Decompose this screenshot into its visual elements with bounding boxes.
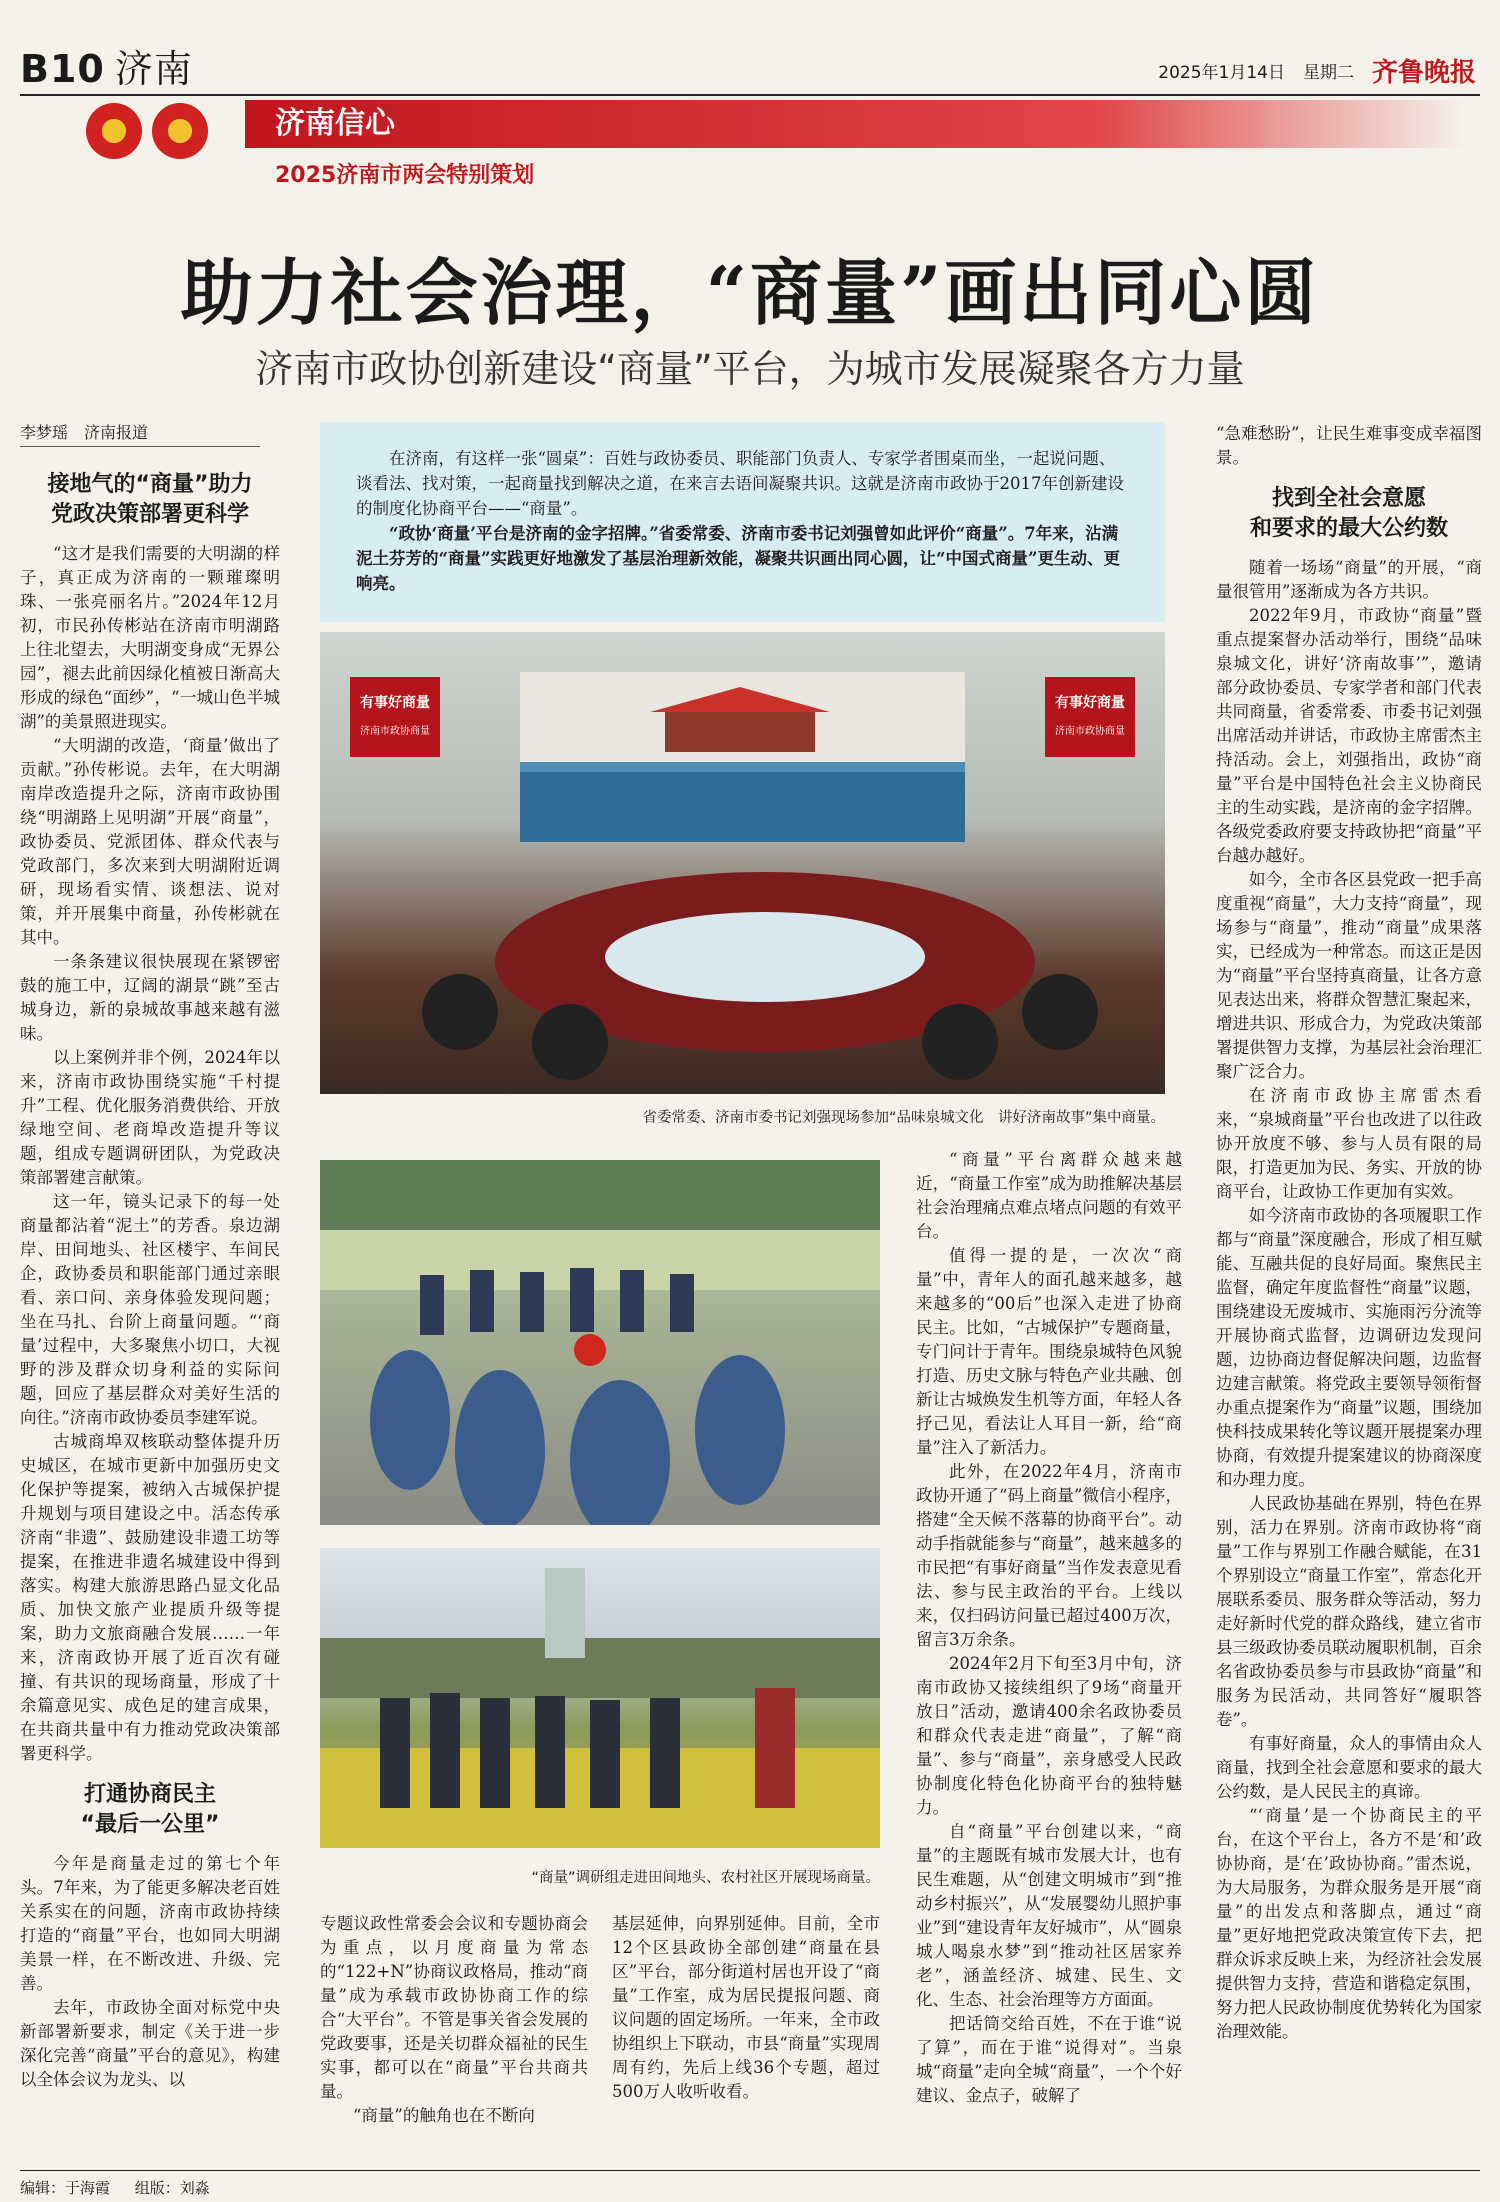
column-3 [612, 1912, 880, 2104]
paragraph: 在济南市政协主席雷杰看来，“泉城商量”平台也改进了以往政协开放度不够、参与人员有限的局限，打造更加为民、务实、开放的协商平台，让政协工作更加有实效。 [1216, 1086, 1482, 1201]
section-banner: 济南信心 [245, 100, 1465, 148]
roundtable-meeting-image [320, 632, 1165, 1094]
screen-subtitle-left: 济南市政协商量 [360, 726, 430, 737]
paragraph: 此外，在2022年4月，济南市政协开通了“码上商量”微信小程序，搭建“全天候不落幕的协商平台”。动动手指就能参与“商量”，越来越多的市民把“有事好商量”当作发表意见看法、参与民主政治的平台。上线以来，仅扫码访问量已超过400万次，留言3万余条。 [916, 1462, 1182, 1649]
section-title: 找到全社会意愿 和要求的最大公约数 [1249, 486, 1448, 541]
column-4 [916, 1148, 1182, 2108]
paragraph: 今年是商量走过的第七个年头。7年来，为了能更多解决老百姓关系实在的问题，济南市政协持续打造的“商量”平台，也如同大明湖美景一样，在不断改进、升级、完善。 [20, 1854, 280, 1993]
paragraph: 专题议政性常委会会议和专题协商会为重点，以月度商量为常态的“122+N”协商议政格局，推动“商量”成为承载市政协协商工作的综合“大平台”。不管是事关省会发展的党政要事，还是关切群众福祉的民生实事，都可以在“商量”平台共商共量。 [320, 1914, 588, 2101]
photo-caption: “商量”调研组走进田间地头、农村社区开展现场商量。 [531, 1870, 880, 1886]
editor-credit: 编辑：于海霞 [20, 2179, 111, 2197]
headline: 助力社会治理，“商量”画出同心圆 [180, 250, 1320, 335]
intro-paragraph: “政协‘商量’平台是济南的金字招牌。”省委常委、济南市委书记刘强曾如此评价“商量”。7年来，沾满泥土芬芳的“商量”实践更好地激发了基层治理新效能，凝聚共识画出同心圆，让“中国式商量”更生动、更响亮。 [356, 524, 1120, 593]
paragraph: 2024年2月下旬至3月中旬，济南市政协又接续组织了9场“商量开放日”活动，邀请400余名政协委员和群众代表走进“商量”，了解“商量”、参与“商量”，亲身感受人民政协制度化特色化协商平台的独特魅力。 [916, 1654, 1182, 1817]
paragraph: 如今济南市政协的各项履职工作都与“商量”深度融合，形成了相互赋能、互融共促的良好局面。聚焦民主监督，确定年度监督性“商量”议题，围绕建设无废城市、实施雨污分流等开展协商式监督，边调研边发现问题，边协商边督促解决问题，边监督边建言献策。将党政主要领导领衔督办重点提案作为“商量”议题，围绕加快科技成果转化等议题开展提案办理协商，有效提升提案建议的协商深度和办理力度。 [1216, 1206, 1482, 1489]
paragraph: 一条条建议很快展现在紧锣密鼓的施工中，辽阔的湖景“跳”至古城身边，新的泉城故事越来越有滋味。 [20, 952, 280, 1043]
photo-caption: 省委常委、济南市委书记刘强现场参加“品味泉城文化 讲好济南故事”集中商量。 [642, 1110, 1165, 1126]
paragraph: 把话筒交给百姓，不在于谁“说了算”，而在于谁“说得对”。当泉城“商量”走向全城“商量”，一个个好建议、金点子，破解了 [916, 2014, 1182, 2105]
paragraph: 这一年，镜头记录下的每一处商量都沾着“泥土”的芳香。泉边湖岸、田间地头、社区楼宇、车间民企，政协委员和职能部门通过亲眼看、亲口问、亲身体验发现问题；坐在马扎、台阶上商量问题。“‘商量’过程中，大多聚焦小切口，大视野的涉及群众切身利益的实际问题，回应了基层群众对美好生活的向往。”济南市政协委员李建军说。 [20, 1192, 280, 1427]
screen-title-left: 有事好商量 [360, 695, 430, 711]
section-title: 打通协商民主 “最后一公里” [80, 1782, 220, 1837]
paragraph: 值得一提的是，一次次“商量”中，青年人的面孔越来越多，越来越多的“00后”也深入走进了协商民主。比如，“古城保护”专题商量，专门问计于青年。围绕泉城特色风貌打造、历史文脉与特色产业共融、创新让古城焕发生机等方面，年轻人各抒己见，看法让人耳目一新，给“商量”注入了新活力。 [916, 1246, 1182, 1457]
section-title: 接地气的“商量”助力 党政决策部署更科学 [47, 472, 253, 527]
header-rule [20, 94, 1480, 96]
paragraph: “大明湖的改造，‘商量’做出了贡献。”孙传彬说。去年，在大明湖南岸改造提升之际，济南市政协围绕“明湖路上见明湖”开展“商量”，政协委员、党派团体、群众代表与党政部门，多次来到大明湖附近调研，现场看实情、谈想法、说对策，并开展集中商量，孙传彬就在其中。 [20, 736, 280, 947]
paragraph: 古城商埠双核联动整体提升历史城区，在城市更新中加强历史文化保护等提案，被纳入古城保护提升规划与项目建设之中。活态传承济南“非遗”、鼓励建设非遗工坊等提案，在推进非遗名城建设中得到落实。构建大旅游思路凸显文化品质、加快文旅产业提质升级等提案，助力文旅商融合发展……一年来，济南政协开展了近百次有碰撞、有共识的现场商量，形成了十余篇意见实、成色足的建言成果，在共商共量中有力推动党政决策部署更科学。 [20, 1432, 280, 1763]
masthead-right [1158, 52, 1476, 89]
column-1 [20, 456, 280, 2092]
paragraph: 去年，市政协全面对标党中央新部署新要求，制定《关于进一步深化完善“商量”平台的意见》，构建以全体会议为龙头、以 [20, 1998, 280, 2089]
paragraph: 以上案例并非个例，2024年以来，济南市政协围绕实施“千村提升”工程、优化服务消费供给、开放绿地空间、老商埠改造提升等议题，组成专题调研团队，为党政决策部署建言献策。 [20, 1048, 280, 1187]
section-subtitle: 2025济南市两会特别策划 [275, 163, 535, 188]
layout-credit: 组版：刘淼 [134, 2179, 210, 2197]
paragraph: 如今，全市各区县党政一把手高度重视“商量”，大力支持“商量”，现场参与“商量”，推动“商量”成果落实，已经成为一种常态。而这正是因为“商量”平台坚持真商量，让各方意见表达出来，将群众智慧汇聚起来，增进共识、形成合力，为党政决策部署提供智力支撑，为基层社会治理汇聚广泛合力。 [1216, 870, 1482, 1081]
courtyard-photo [320, 1160, 880, 1525]
column-5 [1216, 422, 1482, 2044]
footer [20, 2170, 1480, 2198]
screen-subtitle-right: 济南市政协商量 [1055, 726, 1125, 737]
paragraph: “急难愁盼”，让民生难事变成幸福图景。 [1216, 424, 1482, 467]
paragraph: “‘商量’是一个协商民主的平台，在这个平台上，各方不是‘和’政协协商，是‘在’政协协商。”雷杰说，为大局服务，为群众服务是开展“商量”的出发点和落脚点，通过“商量”更好地把党政决策宣传下去，把群众诉求反映上来，为经济社会发展提供智力支持，营造和谐稳定氛围，努力把人民政协制度优势转化为国家治理效能。 [1216, 1806, 1482, 2041]
paragraph: “商量”的触角也在不断向 [353, 2106, 535, 2125]
outdoor-discussion-image [320, 1160, 880, 1525]
paragraph: 自“商量”平台创建以来，“商量”的主题既有城市发展大计，也有民生难题，从“创建文明城市”到“推动乡村振兴”，从“发展婴幼儿照护事业”到“建设青年友好城市”，从“圆泉城人喝泉水梦”到“推动社区居家养老”，涵盖经济、城建、民生、文化、生态、社会治理等方方面面。 [916, 1822, 1182, 2009]
field-photo [320, 1548, 880, 1848]
paragraph: 随着一场场“商量”的开展，“商量很管用”逐渐成为各方共识。 [1216, 558, 1482, 601]
page-number: B10 济南 [20, 47, 193, 91]
column-2 [320, 1912, 588, 2128]
paragraph: 2022年9月，市政协“商量”暨重点提案督办活动举行，围绕“品味泉城文化，讲好‘济南故事’”，邀请部分政协委员、专家学者和部门代表共同商量，省委常委、市委书记刘强出席活动并讲话，市政协主席雷杰主持活动。会上，刘强指出，政协“商量”平台是中国特色社会主义协商民主的生动实践，是济南的金字招牌。各级党委政府要支持政协把“商量”平台越办越好。 [1216, 606, 1482, 865]
byline: 李梦瑶 济南报道 [20, 420, 260, 447]
issue-weekday: 星期二 [1302, 63, 1354, 83]
meeting-photo [320, 632, 1165, 1094]
paragraph: “这才是我们需要的大明湖的样子，真正成为济南的一颗璀璨明珠、一张亮丽名片。”2024年12月初，市民孙传彬站在济南市明湖路上往北望去，大明湖变身成“无界公园”，褪去此前因绿化植被日渐高大形成的绿色“面纱”，“一城山色半城湖”的美景照进现实。 [20, 544, 280, 731]
subheadline: 济南市政协创新建设“商量”平台，为城市发展凝聚各方力量 [255, 347, 1245, 391]
national-emblem-icon [86, 103, 142, 159]
field-research-image [320, 1548, 880, 1848]
cppcc-emblem-icon [152, 103, 208, 159]
intro-box [320, 422, 1165, 622]
screen-title-right: 有事好商量 [1055, 695, 1125, 711]
paragraph: 基层延伸，向界别延伸。目前，全市12个区县政协全部创建“商量在县区”平台，部分街道村居也开设了“商量”工作室，成为居民提报问题、商议问题的固定场所。一年来，全市政协组织上下联动，市县“商量”实现周周有约，先后上线36个专题，超过500万人收听收看。 [612, 1914, 880, 2101]
issue-date: 2025年1月14日 [1158, 63, 1285, 83]
paragraph: 有事好商量，众人的事情由众人商量，找到全社会意愿和要求的最大公约数，是人民民主的真谛。 [1216, 1734, 1482, 1801]
paper-logo: 齐鲁晚报 [1371, 58, 1476, 88]
paragraph: 人民政协基础在界别，特色在界别，活力在界别。济南市政协将“商量”工作与界别工作融合赋能，在31个界别设立“商量工作室”，常态化开展联系委员、服务群众等活动，努力走好新时代党的群众路线，建立省市县三级政协委员联动履职机制，百余名省政协委员参与市县政协“商量”和服务为民活动，共同答好“履职答卷”。 [1216, 1494, 1482, 1729]
intro-paragraph: 在济南，有这样一张“圆桌”：百姓与政协委员、职能部门负责人、专家学者围桌而坐，一起说问题、谈看法、找对策，一起商量找到解决之道，在来言去语间凝聚共识。这就是济南市政协于2017年创新建设的制度化协商平台——“商量”。 [356, 449, 1124, 518]
paragraph: “商量”平台离群众越来越近，“商量工作室”成为助推解决基层社会治理痛点难点堵点问题的有效平台。 [916, 1150, 1182, 1241]
